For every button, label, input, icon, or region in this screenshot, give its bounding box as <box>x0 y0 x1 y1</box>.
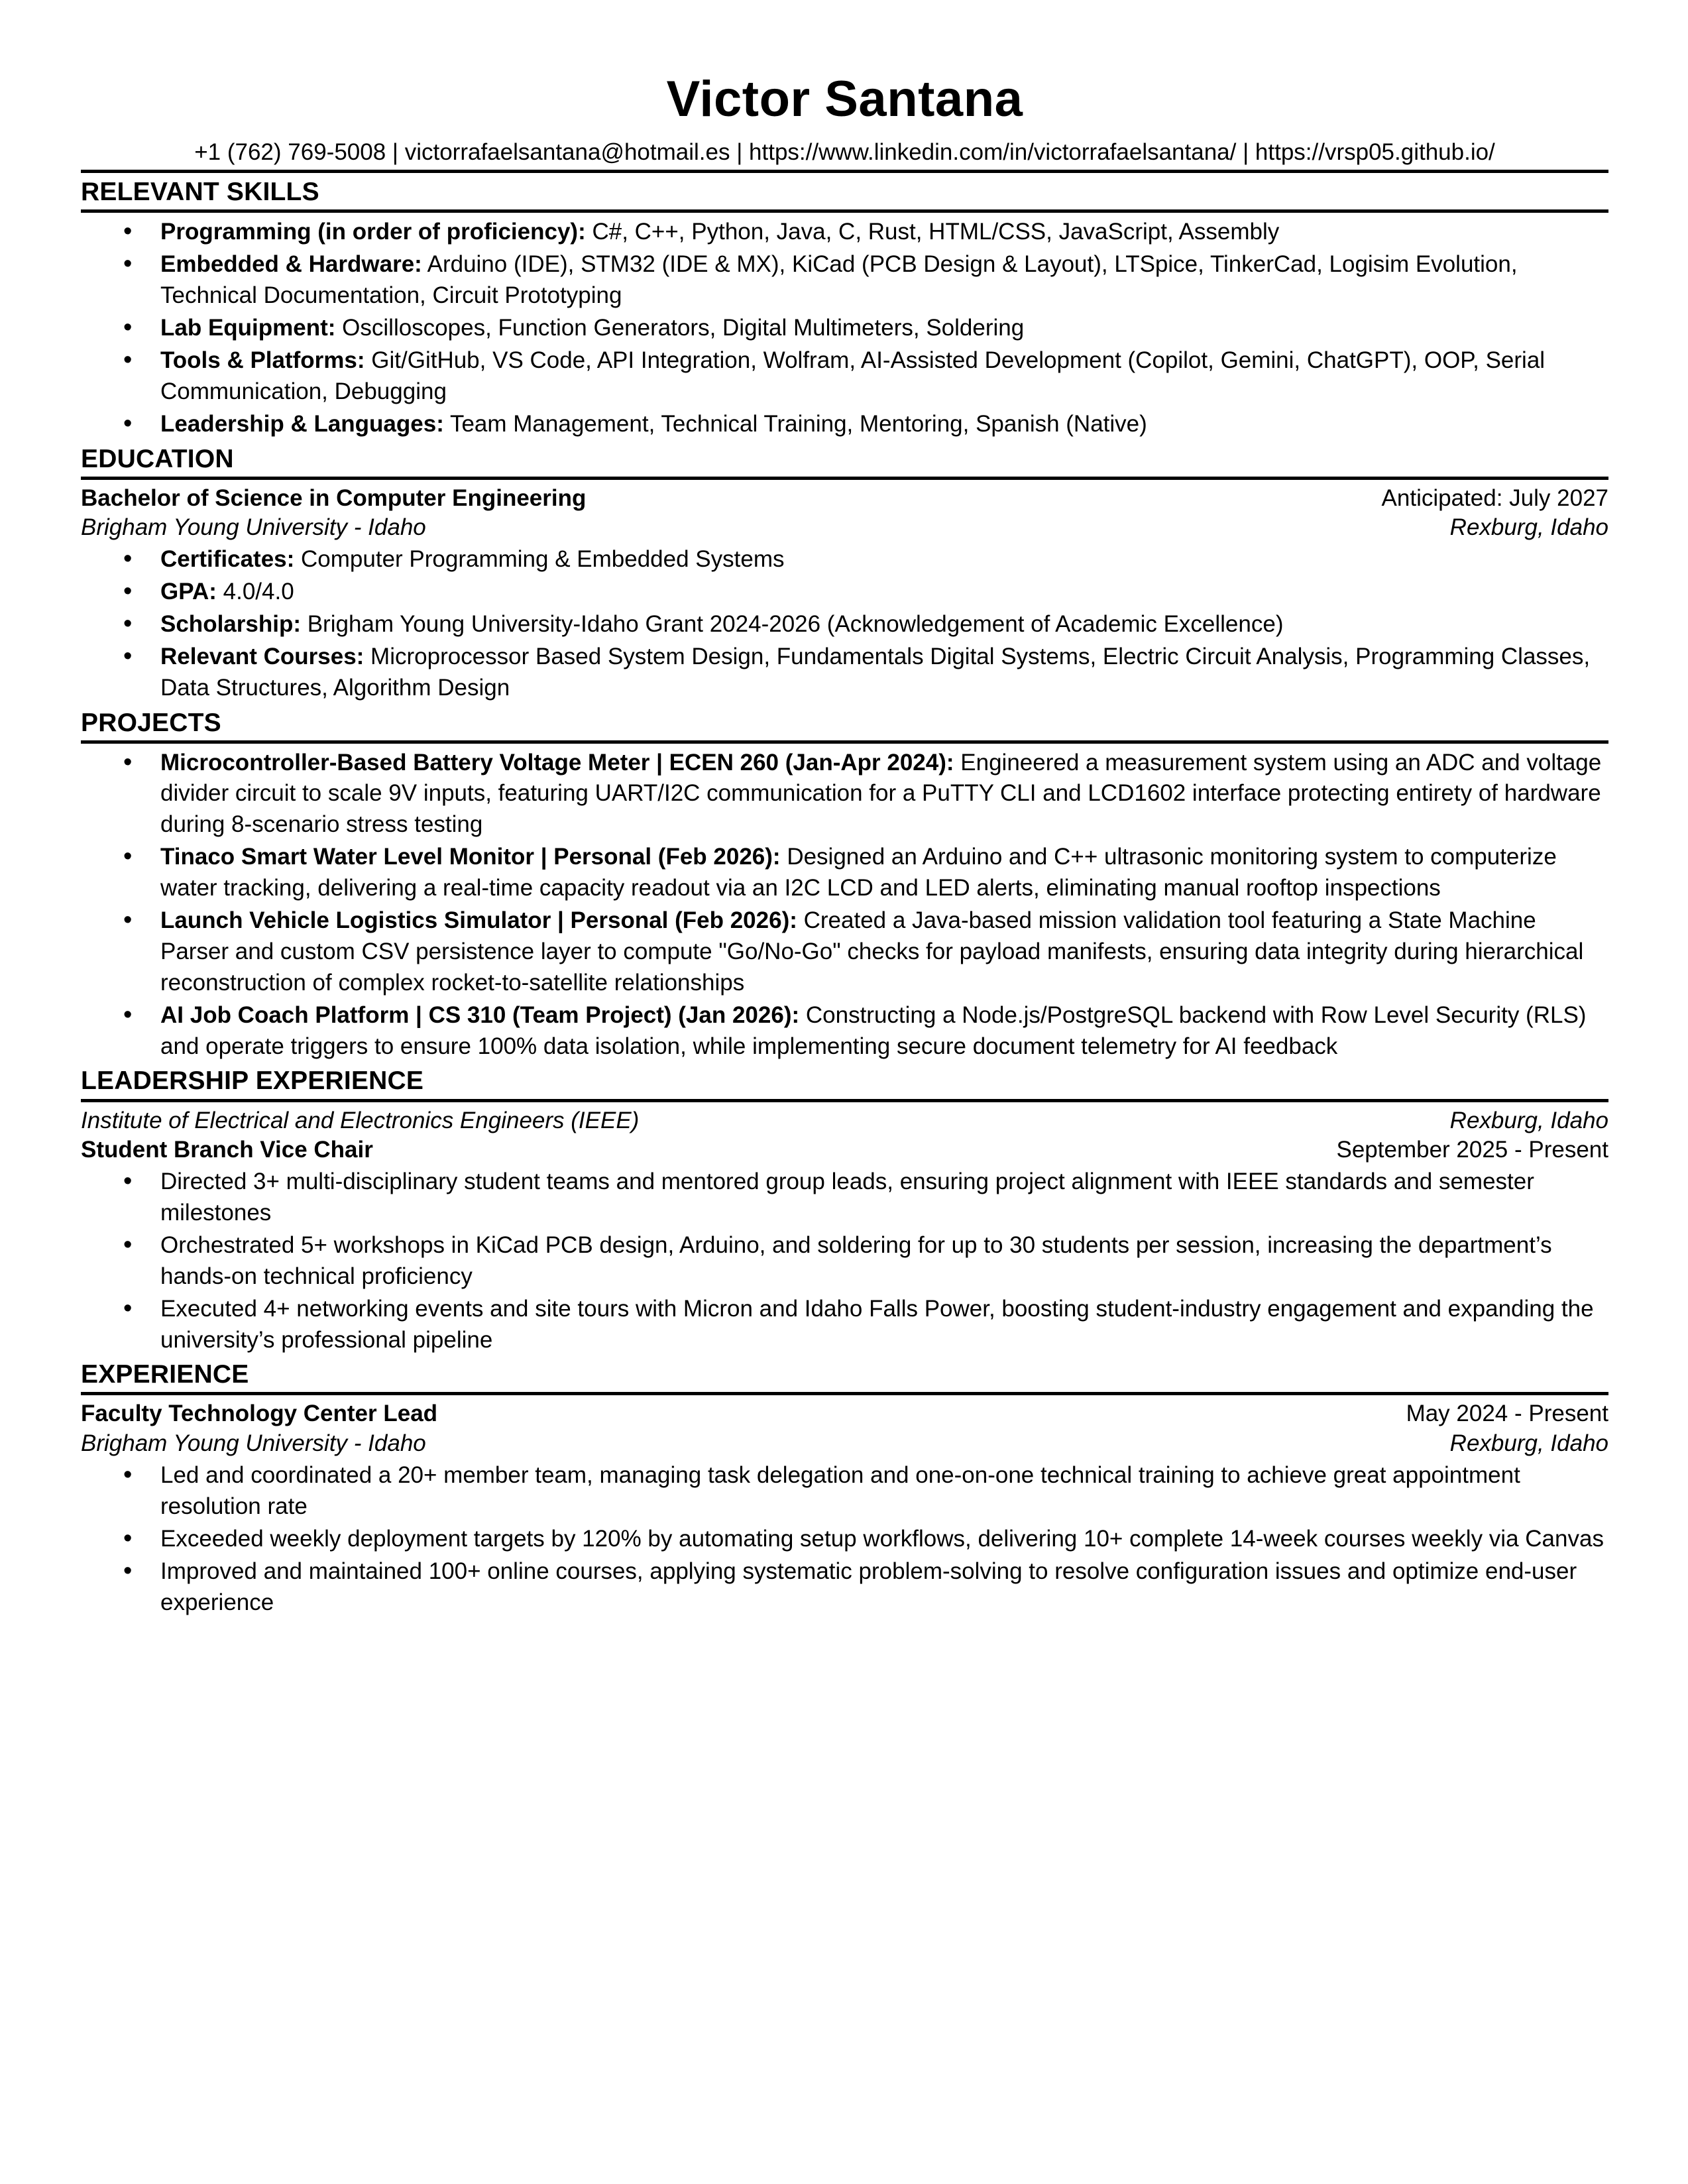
section-education <box>81 444 1608 704</box>
list-item <box>81 1524 1608 1555</box>
project-text: Designed an Arduino and C++ ultrasonic monitoring system to computerize water tracking, delivering a real-time capacity readout via an I2C LCD and LED alerts, eliminating manual rooftop inspections <box>160 844 1557 901</box>
section-title-education: EDUCATION <box>81 444 234 473</box>
leadership-text: Directed 3+ multi-disciplinary student teams and mentored group leads, ensuring project alignment with IEEE standards and semester milestones <box>160 1169 1534 1226</box>
contact-line: +1 (762) 769-5008 | victorrafaelsantana@hotmail.es | https://www.linkedin.com/in/victorrafaelsantana/ | https://vrsp05.github.io/ <box>194 139 1495 165</box>
experience-entry <box>81 1399 1608 1459</box>
skill-text: Git/GitHub, VS Code, API Integration, Wolfram, AI-Assisted Development (Copilot, Gemini, ChatGPT), OOP, Serial Communication, Debugging <box>160 347 1546 404</box>
skill-label: Embedded & Hardware: <box>160 251 422 278</box>
list-item <box>81 609 1608 640</box>
skill-label: Lab Equipment: <box>160 314 336 341</box>
experience-list <box>81 1460 1608 1618</box>
section-title-leadership: LEADERSHIP EXPERIENCE <box>81 1066 424 1096</box>
skills-list <box>81 217 1608 439</box>
project-text: Constructing a Node.js/PostgreSQL backend with Row Level Security (RLS) and operate triggers to ensure 100% data isolation, while implementing secure document telemetry for AI feedback <box>160 1002 1587 1059</box>
leadership-role-row <box>81 1135 1608 1165</box>
list-item <box>81 1556 1608 1619</box>
skill-text: Oscilloscopes, Function Generators, Digital Multimeters, Soldering <box>335 314 1025 341</box>
school-location: Rexburg, Idaho <box>1449 514 1608 541</box>
list-item <box>81 842 1608 904</box>
experience-text: Improved and maintained 100+ online courses, applying systematic problem-solving to resolve configuration issues and optimize end-user experience <box>160 1558 1577 1615</box>
education-label: GPA: <box>160 579 217 604</box>
section-experience <box>81 1359 1608 1618</box>
list-item <box>81 577 1608 608</box>
skill-text: Arduino (IDE), STM32 (IDE & MX), KiCad (PCB Design & Layout), LTSpice, TinkerCad, Logisim Evolution, Technical Documentation, Circuit Prototyping <box>160 251 1518 309</box>
project-text: Created a Java-based mission validation tool featuring a State Machine Parser and custom CSV persistence layer to compute "Go/No-Go" checks for payload manifests, ensuring data integrity during hierarchical reconstruction of complex rocket-to-satellite relationships <box>160 907 1584 996</box>
header-divider <box>81 170 1608 173</box>
project-text: Engineered a measurement system using an ADC and voltage divider circuit to scale 9V inputs, featuring UART/I2C communication for a PuTTY CLI and LCD1602 interface protecting entirety of hardware during 8-scenario stress testing <box>160 749 1602 838</box>
project-label: AI Job Coach Platform | CS 310 (Team Project) (Jan 2026): <box>160 1002 800 1028</box>
experience-date: May 2024 - Present <box>1406 1401 1608 1427</box>
education-list <box>81 544 1608 703</box>
projects-list <box>81 748 1608 1063</box>
skill-label: Leadership & Languages: <box>160 410 444 437</box>
leadership-org-row <box>81 1106 1608 1136</box>
section-divider-skills <box>81 209 1608 213</box>
section-leadership-experience <box>81 1066 1608 1355</box>
section-relevant-skills <box>81 177 1608 439</box>
education-label: Relevant Courses: <box>160 643 365 669</box>
leadership-text: Executed 4+ networking events and site tours with Micron and Idaho Falls Power, boosting student-industry engagement and expanding the university’s professional pipeline <box>160 1295 1594 1353</box>
experience-text: Exceeded weekly deployment targets by 120% by automating setup workflows, delivering 10+ complete 14-week courses weekly via Canvas <box>160 1525 1604 1552</box>
section-projects <box>81 708 1608 1063</box>
education-degree-row <box>81 484 1608 514</box>
education-text: Brigham Young University-Idaho Grant 2024-2026 (Acknowledgement of Academic Excellence) <box>300 610 1284 637</box>
leadership-text: Orchestrated 5+ workshops in KiCad PCB design, Arduino, and soldering for up to 30 students per session, increasing the department’s hands-on technical proficiency <box>160 1232 1552 1289</box>
experience-org: Brigham Young University - Idaho <box>81 1430 426 1457</box>
leadership-role: Student Branch Vice Chair <box>81 1137 373 1163</box>
education-label: Certificates: <box>160 546 295 573</box>
list-item <box>81 345 1608 408</box>
list-item <box>81 748 1608 841</box>
education-text: Computer Programming & Embedded Systems <box>294 546 785 573</box>
section-divider-leadership <box>81 1099 1608 1102</box>
experience-role-row <box>81 1399 1608 1429</box>
list-item <box>81 642 1608 704</box>
leadership-location: Rexburg, Idaho <box>1449 1107 1608 1133</box>
project-label: Microcontroller-Based Battery Voltage Meter | ECEN 260 (Jan-Apr 2024): <box>160 749 954 776</box>
education-text: Microprocessor Based System Design, Fundamentals Digital Systems, Electric Circuit Analysis, Programming Classes, Data Structures, Algorithm Design <box>160 643 1591 701</box>
skill-label: Programming (in order of proficiency): <box>160 219 586 245</box>
skill-label: Tools & Platforms: <box>160 347 365 373</box>
school-name: Brigham Young University - Idaho <box>81 514 426 541</box>
list-item <box>81 1000 1608 1063</box>
list-item <box>81 1230 1608 1293</box>
leadership-list <box>81 1167 1608 1355</box>
list-item <box>81 905 1608 999</box>
degree-date: Anticipated: July 2027 <box>1381 485 1608 511</box>
resume-header <box>81 71 1608 166</box>
list-item <box>81 544 1608 575</box>
section-title-skills: RELEVANT SKILLS <box>81 178 319 207</box>
section-divider-education <box>81 477 1608 480</box>
list-item <box>81 409 1608 440</box>
skill-text: C#, C++, Python, Java, C, Rust, HTML/CSS, JavaScript, Assembly <box>585 219 1280 245</box>
section-title-experience: EXPERIENCE <box>81 1360 249 1389</box>
leadership-entry <box>81 1106 1608 1166</box>
list-item <box>81 1460 1608 1523</box>
experience-org-row <box>81 1429 1608 1459</box>
leadership-date: September 2025 - Present <box>1336 1137 1608 1163</box>
education-entry <box>81 484 1608 544</box>
section-divider-experience <box>81 1392 1608 1395</box>
skill-text: Team Management, Technical Training, Mentoring, Spanish (Native) <box>443 410 1147 437</box>
education-text: 4.0/4.0 <box>216 579 294 604</box>
section-divider-projects <box>81 740 1608 744</box>
experience-role: Faculty Technology Center Lead <box>81 1401 438 1427</box>
section-title-projects: PROJECTS <box>81 708 221 737</box>
list-item <box>81 1167 1608 1229</box>
experience-location: Rexburg, Idaho <box>1449 1430 1608 1457</box>
list-item <box>81 217 1608 248</box>
candidate-name: Victor Santana <box>666 71 1023 127</box>
list-item <box>81 249 1608 312</box>
project-label: Launch Vehicle Logistics Simulator | Personal (Feb 2026): <box>160 907 797 934</box>
experience-text: Led and coordinated a 20+ member team, managing task delegation and one-on-one technical training to achieve great appointment resolution rate <box>160 1462 1520 1519</box>
project-label: Tinaco Smart Water Level Monitor | Personal (Feb 2026): <box>160 844 781 870</box>
leadership-org: Institute of Electrical and Electronics Engineers (IEEE) <box>81 1107 640 1133</box>
education-label: Scholarship: <box>160 610 301 637</box>
education-school-row <box>81 513 1608 543</box>
list-item <box>81 313 1608 344</box>
degree-title: Bachelor of Science in Computer Engineering <box>81 485 587 511</box>
list-item <box>81 1294 1608 1356</box>
